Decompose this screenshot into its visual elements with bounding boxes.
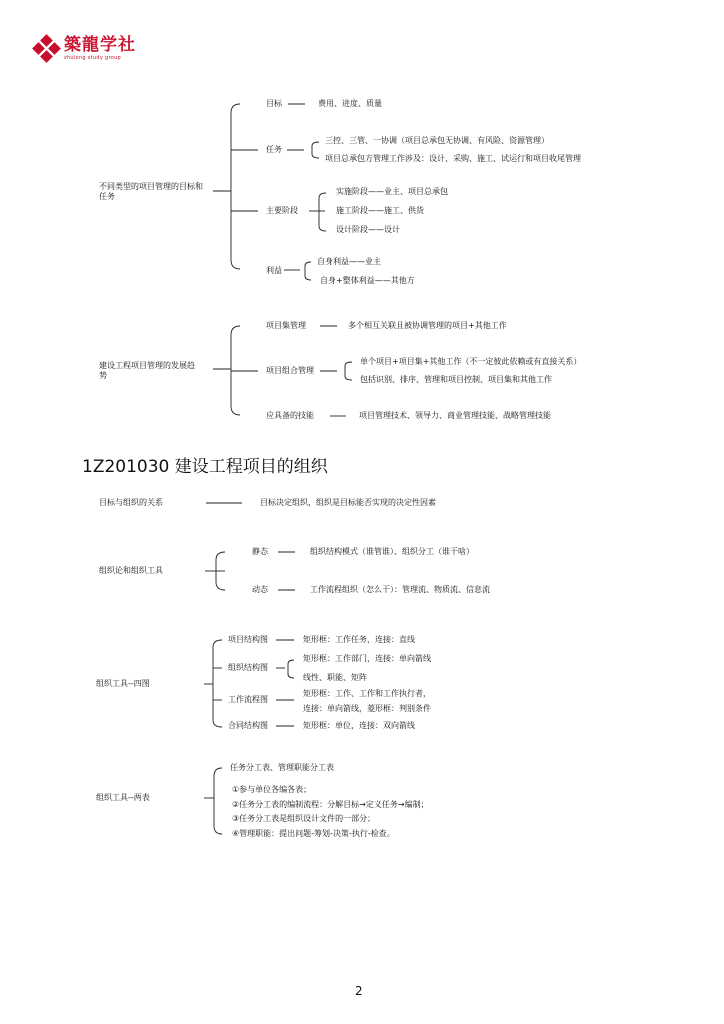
project-structure-value: 矩形框：工作任务，连接：直线 <box>303 635 415 644</box>
workflow-label: 工作流程图 <box>228 695 268 704</box>
theory-label: 组织论和组织工具 <box>99 566 163 575</box>
org-structure-value-1: 矩形框：工作部门，连接：单向箭线 <box>303 654 431 663</box>
brand-name: 築龍学社 <box>64 35 136 55</box>
section1-root-label-line2: 任务 <box>99 192 115 201</box>
dynamic-value: 工作流程组织（怎么干）：管理流、物质流、信息流 <box>310 585 490 594</box>
skills-label: 应具备的技能 <box>266 411 314 420</box>
task-item-1: 三控、三管、一协调（项目总承包无协调、有风险、资源管理） <box>325 136 549 145</box>
portfolio-item-2: 包括识别、排序、管理和项目控制、项目集和其他工作 <box>360 375 552 384</box>
portfolio-item-1: 单个项目+项目集+其他工作（不一定彼此依赖或有直接关系） <box>360 357 582 366</box>
two-tables-item-4: ④管理职能：提出问题-筹划-决策-执行-检查。 <box>232 829 395 838</box>
goal-value: 费用、进度、质量 <box>318 99 382 108</box>
stage-item-1: 实施阶段——业主、项目总承包 <box>336 187 448 196</box>
portfolio-management-label: 项目组合管理 <box>266 366 314 375</box>
interest-item-2: 自身+整体利益——其他方 <box>320 276 415 285</box>
two-tables-item-1: ①参与单位各编各表； <box>232 785 312 794</box>
program-management-label: 项目集管理 <box>266 321 306 330</box>
two-tables-label: 组织工具--两表 <box>96 793 150 802</box>
workflow-value-2: 连接：单向箭线，菱形框：判别条件 <box>303 704 431 713</box>
section2-root-label-line1: 建设工程项目管理的发展趋 <box>99 361 195 370</box>
brand-subtitle: zhulong study group <box>64 55 122 61</box>
stage-item-2: 施工阶段——施工、供货 <box>336 206 424 215</box>
task-label: 任务 <box>266 145 282 154</box>
org-structure-label: 组织结构图 <box>228 663 268 672</box>
interest-label: 利益 <box>266 266 282 275</box>
contract-structure-value: 矩形框：单位，连接：双向箭线 <box>303 721 415 730</box>
four-diagrams-label: 组织工具--四图 <box>96 679 150 688</box>
static-label: 静态 <box>252 547 268 556</box>
interest-item-1: 自身利益——业主 <box>317 257 381 266</box>
relation-value: 目标决定组织，组织是目标能否实现的决定性因素 <box>260 498 436 507</box>
org-structure-value-2: 线性、职能、矩阵 <box>303 673 367 682</box>
project-structure-label: 项目结构图 <box>228 635 268 644</box>
section-heading: 1Z201030 建设工程项目的组织 <box>82 457 328 477</box>
goal-label: 目标 <box>266 99 282 108</box>
page-number: 2 <box>355 984 363 998</box>
two-tables-item-2: ②任务分工表的编制流程：分解目标→定义任务→编制； <box>232 800 429 809</box>
stage-label: 主要阶段 <box>266 206 298 215</box>
task-item-2: 项目总承包方管理工作涉及：设计、采购、施工、试运行和项目收尾管理 <box>325 154 581 163</box>
stage-item-3: 设计阶段——设计 <box>336 225 400 234</box>
workflow-value-1: 矩形框：工作、工作和工作执行者， <box>303 689 431 698</box>
static-value: 组织结构模式（谁管谁）、组织分工（谁干啥） <box>310 547 474 556</box>
program-management-value: 多个相互关联且被协调管理的项目+其他工作 <box>348 321 507 330</box>
two-tables-title: 任务分工表、管理职能分工表 <box>230 763 334 772</box>
section2-root-label-line2: 势 <box>99 371 107 380</box>
section1-root-label-line1: 不同类型的项目管理的目标和 <box>99 182 203 191</box>
relation-label: 目标与组织的关系 <box>99 498 163 507</box>
dynamic-label: 动态 <box>252 585 268 594</box>
contract-structure-label: 合同结构图 <box>228 721 268 730</box>
two-tables-item-3: ③任务分工表是组织设计文件的一部分； <box>232 814 376 823</box>
skills-value: 项目管理技术、领导力、商业管理技能、战略管理技能 <box>359 411 551 420</box>
